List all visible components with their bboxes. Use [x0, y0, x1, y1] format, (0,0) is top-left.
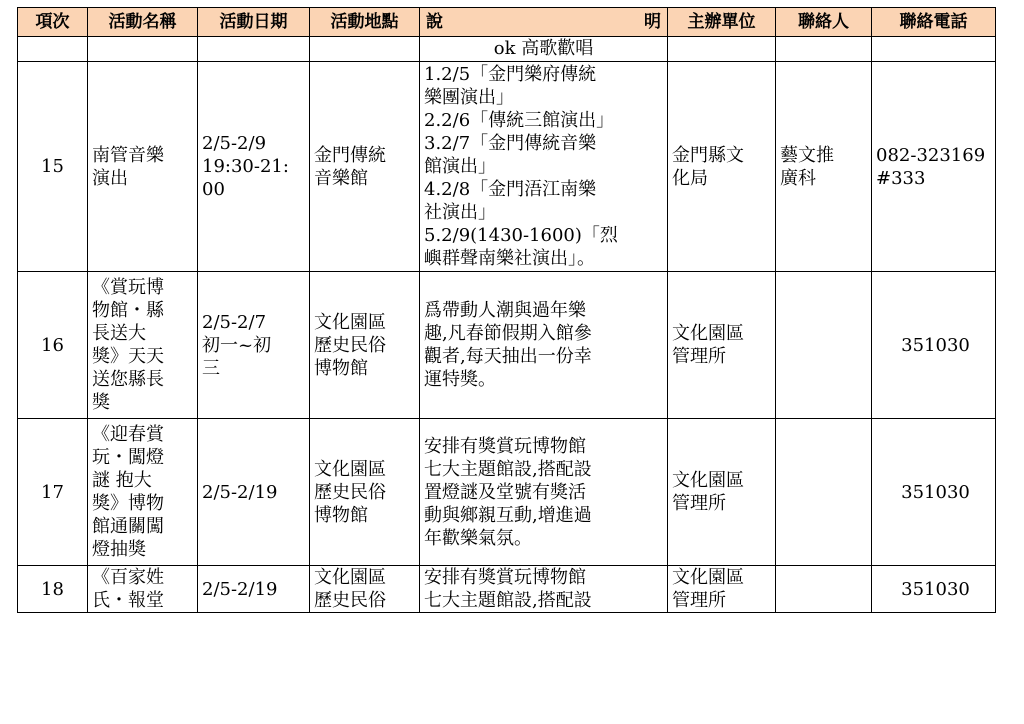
cell-name-line: 送您縣長 [92, 369, 164, 390]
cell-description-line: 七大主題館設,搭配設 [424, 458, 592, 480]
header-organizer: 主辦單位 [668, 8, 776, 37]
cell-organizer [668, 419, 776, 566]
cell-phone-line: 351030 [901, 578, 970, 600]
cell-phone [872, 419, 996, 566]
cell-phone-line: 351030 [901, 334, 970, 356]
cell-venue-line: 歷史民俗 [314, 334, 386, 356]
cell-name [88, 566, 198, 613]
cell-organizer-line: 文化園區 [672, 567, 744, 588]
cell-venue-line: 金門傳統 [314, 144, 386, 166]
cell-organizer [668, 62, 776, 272]
cell-date [198, 272, 310, 419]
cell-description-line: 4.2/8「金門浯江南樂 [424, 179, 597, 200]
cell-contact [776, 566, 872, 613]
cell-date-line: 19:30-21: [202, 156, 289, 177]
cell-date-line: 2/5-2/9 [202, 133, 267, 154]
cell-name-line: 《賞玩博 [92, 277, 164, 298]
cell-venue-line: 文化園區 [314, 567, 386, 588]
cell-contact-line: 藝文推 [780, 144, 834, 166]
cell-date-line: 初一~初 [202, 334, 272, 356]
cell-description-line: 七大主題館設,搭配設 [424, 590, 592, 611]
cell-description-line: 1.2/5「金門樂府傳統 [424, 64, 597, 85]
cell-phone [872, 272, 996, 419]
header-contact: 聯絡人 [776, 8, 872, 37]
cell-organizer [668, 272, 776, 419]
cell-name [88, 419, 198, 566]
cell-name-line: 《迎春賞 [92, 424, 164, 445]
cell-description-line: 3.2/7「金門傳統音樂 [424, 133, 597, 154]
continuation-cell-venue [310, 37, 420, 62]
cell-name [88, 272, 198, 419]
cell-description-line: 安排有獎賞玩博物館 [424, 567, 586, 588]
table-row [18, 566, 996, 613]
cell-venue-line: 博物館 [314, 357, 368, 379]
cell-no: 15 [18, 62, 88, 272]
cell-name-line: 物館・縣 [92, 300, 164, 321]
cell-name-line: 燈抽獎 [92, 539, 146, 560]
cell-venue [310, 419, 420, 566]
cell-date-line: 2/5-2/19 [202, 578, 278, 600]
cell-organizer-line: 管理所 [672, 493, 726, 514]
cell-venue-line: 音樂館 [314, 167, 368, 189]
cell-contact-line: 廣科 [780, 167, 816, 189]
cell-phone [872, 62, 996, 272]
cell-description-line: 嶼群聲南樂社演出」。 [424, 248, 595, 269]
cell-organizer [668, 566, 776, 613]
continuation-cell-organizer [668, 37, 776, 62]
cell-name-line: 《百家姓 [92, 567, 164, 588]
header-description-left: 說 [426, 11, 541, 32]
cell-date-line: 00 [202, 179, 225, 200]
cell-venue-line: 文化園區 [314, 311, 386, 333]
cell-description-line: 安排有獎賞玩博物館 [424, 435, 586, 457]
continuation-cell-name [88, 37, 198, 62]
cell-phone [872, 566, 996, 613]
cell-description-line: 2.2/6「傳統三館演出」 [424, 110, 615, 131]
cell-venue-line: 歷史民俗 [314, 590, 386, 611]
continuation-cell-contact [776, 37, 872, 62]
table-row [18, 272, 996, 419]
cell-venue [310, 272, 420, 419]
cell-description-line: 樂團演出」 [424, 87, 514, 108]
cell-description-line: 5.2/9(1430-1600)「烈 [424, 225, 618, 246]
cell-description-line: 社演出」 [424, 202, 496, 223]
cell-venue [310, 62, 420, 272]
cell-no: 16 [18, 272, 88, 419]
header-description [420, 8, 668, 37]
cell-description-line: 爲帶動人潮與過年樂 [424, 300, 586, 321]
continuation-row [18, 37, 996, 62]
cell-phone-line: 351030 [901, 481, 970, 503]
header-name: 活動名稱 [88, 8, 198, 37]
cell-name-line: 獎 [92, 392, 110, 413]
cell-no: 17 [18, 419, 88, 566]
cell-organizer-line: 管理所 [672, 346, 726, 367]
cell-name-line: 長送大 [92, 323, 146, 344]
header-no: 項次 [18, 8, 88, 37]
header-venue: 活動地點 [310, 8, 420, 37]
cell-description-line: 年歡樂氣氛。 [424, 527, 532, 549]
cell-date-line: 2/5-2/19 [202, 481, 278, 503]
cell-contact [776, 62, 872, 272]
header-row [18, 8, 996, 37]
cell-name [88, 62, 198, 272]
continuation-description: ok 高歌歡唱 [420, 37, 668, 62]
cell-description [420, 419, 668, 566]
header-date: 活動日期 [198, 8, 310, 37]
cell-venue [310, 566, 420, 613]
cell-organizer-line: 文化園區 [672, 323, 744, 344]
cell-organizer-line: 金門縣文 [672, 144, 744, 166]
cell-name-line: 館通關闖 [92, 516, 164, 537]
cell-date [198, 566, 310, 613]
cell-date [198, 419, 310, 566]
cell-venue-line: 博物館 [314, 504, 368, 526]
cell-date [198, 62, 310, 272]
cell-organizer-line: 化局 [672, 167, 708, 189]
continuation-cell-no [18, 37, 88, 62]
header-phone: 聯絡電話 [872, 8, 996, 37]
cell-description-line: 館演出」 [424, 156, 496, 177]
continuation-cell-phone [872, 37, 996, 62]
cell-description-line: 運特獎。 [424, 369, 496, 390]
cell-phone-line: 082-323169 [876, 144, 986, 166]
cell-description-line: 趣,凡春節假期入館參 [424, 323, 592, 344]
table-row [18, 419, 996, 566]
cell-date-line: 三 [202, 357, 220, 379]
cell-venue-line: 歷史民俗 [314, 481, 386, 503]
cell-contact [776, 419, 872, 566]
cell-name-line: 氏・報堂 [92, 590, 164, 611]
cell-name-line: 謎 抱大 [92, 470, 152, 491]
cell-phone-line: #333 [876, 167, 926, 189]
cell-name-line: 獎》天天 [92, 346, 164, 367]
cell-description [420, 272, 668, 419]
cell-description [420, 566, 668, 613]
cell-organizer-line: 管理所 [672, 590, 726, 611]
table-row [18, 62, 996, 272]
continuation-cell-date [198, 37, 310, 62]
cell-date-line: 2/5-2/7 [202, 311, 267, 333]
cell-name-line: 南管音樂 [92, 144, 164, 166]
cell-name-line: 獎》博物 [92, 493, 164, 514]
cell-description-line: 置燈謎及堂號有獎活 [424, 481, 586, 503]
header-description-right: 明 [644, 11, 662, 32]
cell-no: 18 [18, 566, 88, 613]
cell-contact [776, 272, 872, 419]
event-schedule-table [17, 7, 996, 613]
cell-organizer-line: 文化園區 [672, 470, 744, 491]
cell-venue-line: 文化園區 [314, 458, 386, 480]
cell-description-line: 觀者,每天抽出一份幸 [424, 346, 592, 367]
cell-description [420, 62, 668, 272]
cell-description-line: 動與鄉親互動,增進過 [424, 504, 592, 526]
cell-name-line: 演出 [92, 167, 128, 189]
cell-name-line: 玩・闖燈 [92, 447, 164, 468]
